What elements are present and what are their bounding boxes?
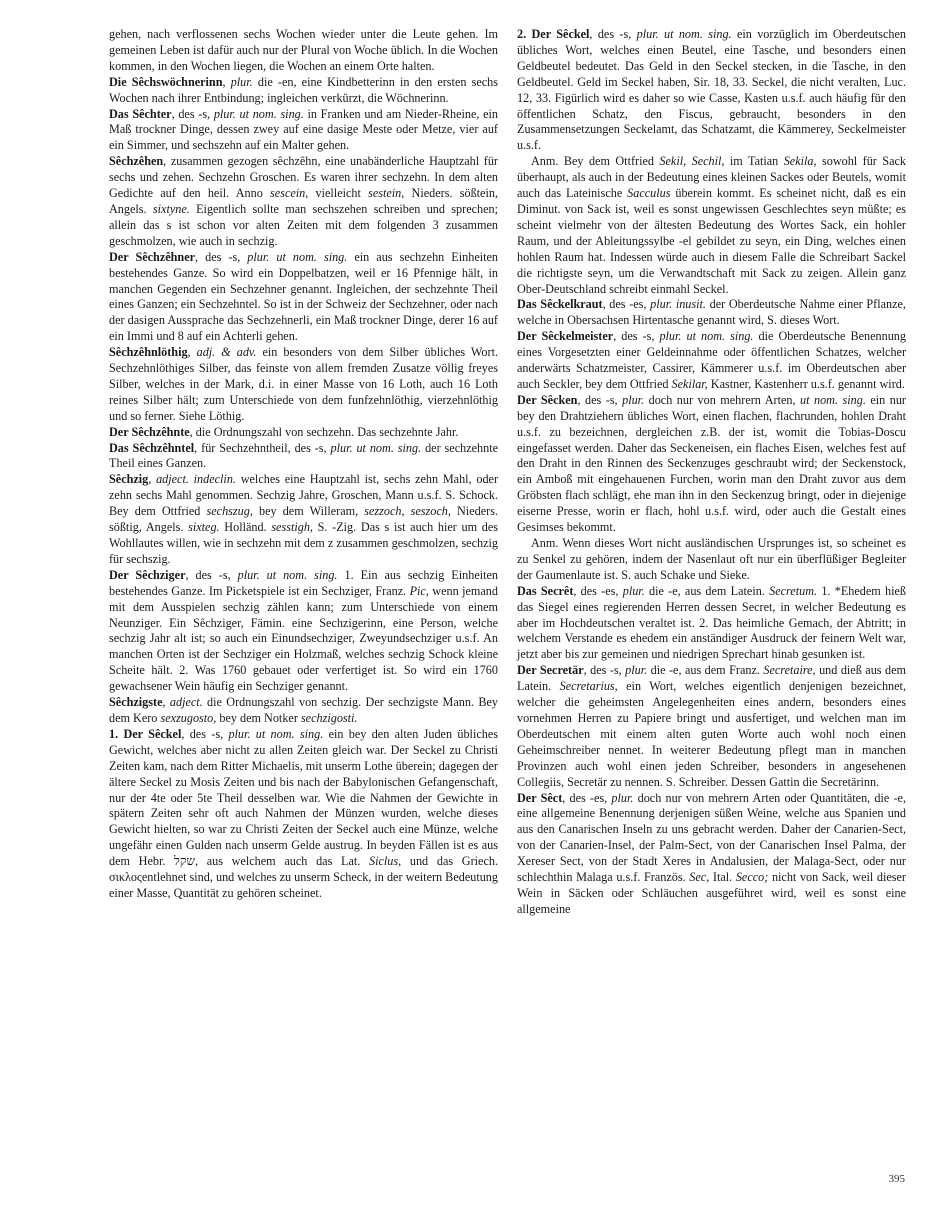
grammar-note: sechszug, — [206, 504, 253, 519]
entry-text: , des -s, — [185, 567, 238, 582]
entry-headword: Sêchzigste — [109, 695, 163, 710]
dictionary-entry — [109, 568, 498, 695]
grammar-note: plur. — [622, 583, 645, 598]
entry-headword: Der Sêchzêhnte — [109, 424, 190, 439]
entry-text: nicht von Sack, weil dieser Wein in Säcken oder Schläuchen ausgeführet wird, weil es sonst eine allgemeine — [517, 870, 906, 916]
entry-text: ein bey den alten Juden übliches Gewicht, welches aber nicht zu allen Zeiten gleich war. Der Seckel zu Christi Zeiten kam, nach dem Ritter Michaelis, mit unserm Lothe überein; dagegen der ältere Seckel zu Mosis Zeiten und bis nach der Babylonischen Gefangenschaft, nur der 4te oder 5te Theil desselben war. Wie die Nahmen der Gewichte in spätern Zeiten sehr oft auch Nahmen der Münzen wurden, welche dieses Gewicht hielten, so war zu Christi Zeiten der Seckel auch eine Münze, welche ungefähr einen Gulden nach unserm Gelde austrug. In beyden Fällen ist es aus dem Hebr. שקל, aus welchem auch das Lat. — [109, 726, 498, 869]
entry-text: doch nur von mehrern Arten, — [644, 392, 800, 407]
entry-text: Kastner, Kastenherr u.s.f. genannt wird. — [707, 376, 905, 391]
entry-text: ein Wort, welches eigentlich denjenigen bezeichnet, welcher die geheimsten Angelegenheiten eines andern, besonders eines vornehmen Herren zu Papiere bringt und ausfertiget, und welchen man im Oberdeutschen mit einem alten guten Worte auch wohl noch einen Geheimschreiber nennet. In weiterer Bedeutung pflegt man in manchen Provinzen auch wohl einen jeden Schreiber, besonders in angesehenen Collegiis, Secretär zu nennen. S. Schreiber. Dessen Gattin die Secretärinn. — [517, 679, 906, 789]
grammar-note: Secretaire, — [763, 663, 816, 678]
grammar-note: Secretum. — [769, 583, 818, 598]
dictionary-entry — [109, 154, 498, 249]
grammar-note: adject. indeclin. — [156, 472, 236, 487]
grammar-note: Sekila, — [783, 154, 817, 169]
entry-text: der Oberdeutsche Nahme einer Pflanze, welche in Obersachsen Hirtentasche genannt wird, S. dieses Wort. — [517, 297, 906, 328]
dictionary-entry — [109, 695, 498, 727]
entry-text: und das Griech. σικλοςentlehnet sind, und welches zu unserm Scheck, in der weitern Bedeutung einer Masse, Quantität zu gehören scheinet. — [109, 854, 498, 900]
entry-headword: Der Sêchzêhner — [109, 249, 196, 264]
entry-text: , des -s, — [589, 27, 637, 41]
entry-text: , des -s, — [583, 663, 626, 678]
entry-text: ein aus sechzehn Einheiten bestehendes Ganze. So wird ein Doppelbatzen, weil er 16 Pfennige hält, in manchen Gegenden ein Sechzehner genannt. Ingleichen, der sechzehnte Theil eines Ganzen; ein Sechzehntel. So ist in der Schweiz der Sechzehner, oder nach der dasigen Aussprache das Sechzehnerli, ein Maß trockner Dinge, derer 16 auf ein Immi und 8 auf ein Achterli gehen. — [109, 249, 499, 344]
entry-text: die -en, eine Kindbetterinn in den ersten sechs Wochen nach ihrer Entbindung; ingleichen verkürzt, die Wöchnerinn. — [109, 74, 498, 105]
grammar-note: plur. ut nom. sing. — [247, 249, 348, 264]
entry-text: S. -Zig. Das s ist auch hier um des Wohllautes willen, wie in sechzehn mit dem z zusammen geschmolzen, sechzig für sechszig. — [109, 520, 499, 566]
entry-text: im Tatian — [724, 154, 784, 169]
entry-text: Ital. — [709, 870, 736, 885]
grammar-note: Sekil, Sechil, — [659, 154, 725, 169]
entry-headword: 1. Der Sêckel — [109, 726, 182, 741]
entry-text: , des -es, — [602, 297, 651, 312]
entry-text: , — [162, 695, 170, 710]
grammar-note: Sacculus — [627, 186, 671, 201]
entry-text: die Ordnungszahl von sechzig. Der sechzigste Mann. Bey dem Kero — [109, 695, 498, 725]
grammar-note: sestein, — [368, 186, 405, 201]
entry-text: doch nur von mehrern Arten oder Quantitäten, die -e, eine allgemeine Benennung derjenigen süßen Weine, welche aus Spanien und aus den Canarischen Inseln zu uns gebracht werden. Daher der Canarien-Sect, von der Canarien-Insel, der Palm-Sect, von der Canarischen Insel Palma, der Xereser Sect, von der Stadt Xeres in Andalusien, der Malaga-Sect, oder nur schlechthin Malaga u.s.f. Französ. — [517, 790, 906, 885]
entry-headword: Das Sêchter — [109, 106, 172, 121]
entry-headword: Der Sêckelmeister — [517, 329, 614, 344]
entry-text: der sechzehnte Theil eines Ganzen. — [109, 440, 499, 471]
entry-text: , — [148, 472, 157, 487]
grammar-note: plur. — [622, 392, 645, 407]
right-column — [517, 27, 906, 918]
entry-text: welches eine Hauptzahl ist, sechs zehn Mahl, oder zehn sechs Mahl genommen. Sechzig Jahre, Groschen, Mann u.s.f. S. Schock. Bey dem Ottfried — [109, 472, 499, 519]
dictionary-entry — [109, 250, 498, 345]
dictionary-entry — [109, 441, 498, 473]
grammar-note: sesstigh, — [271, 520, 313, 535]
dictionary-entry — [109, 472, 498, 567]
grammar-note: plur. ut nom. sing. — [636, 27, 732, 41]
dictionary-entry — [109, 345, 498, 425]
grammar-note: sescein, — [270, 186, 309, 201]
entry-text: sowohl für Sack überhaupt, als auch in der Bedeutung eines kleinen Sackes oder Beutels, womit auch das Lateinische — [517, 154, 906, 201]
annotation-paragraph — [517, 154, 906, 297]
grammar-note: adj. & adv. — [196, 345, 257, 360]
dictionary-entry — [109, 727, 498, 902]
entry-headword: Der Secretär — [517, 663, 584, 678]
entry-text: , — [187, 345, 197, 360]
dictionary-entry — [109, 75, 498, 107]
grammar-note: plur. inusit. — [650, 297, 706, 312]
entry-text: Nieders. sößtein, Angels. — [109, 186, 498, 216]
grammar-note: sexzugosto, — [160, 710, 217, 725]
left-column — [109, 27, 498, 902]
entry-text: bey dem Notker — [216, 710, 301, 725]
annotation-paragraph — [517, 536, 906, 584]
entry-text: 1. *Ehedem hieß das Siegel eines regierenden Herren dessen Secret, in welcher Bedeutung es aber im Hochdeutschen veraltet ist. 2. Das heimliche Gemach, der Abtritt; in welchem Verstande es ehedem ein anständiger Ausdruck der feinern Welt war, jetzt aber bis zur gemeinen und niedrigen Sprechart hinab gesunken ist. — [517, 583, 906, 662]
grammar-note: sechzigosti. — [300, 710, 358, 725]
entry-text: , des -s, — [171, 106, 214, 121]
dictionary-entry — [517, 297, 906, 329]
entry-headword: Das Sêchzêhntel — [109, 440, 195, 455]
grammar-note: ut nom. sing. — [800, 392, 866, 407]
entry-text: gehen, nach verflossenen sechs Wochen wieder unter die Leute gehen. Im gemeinen Leben ist dafür auch nur der Plural von Woche üblich. In die Wochen kommen, in den Wochen liegen, die Wochen an einem Orte halten. — [109, 27, 498, 73]
entry-headword: Das Secrêt — [517, 583, 574, 598]
entry-text: Anm. Bey dem Ottfried — [531, 154, 660, 169]
entry-text: die -e, aus dem Latein. — [644, 583, 770, 598]
grammar-note: Sec, — [689, 870, 710, 885]
grammar-note: plur. — [230, 74, 253, 89]
grammar-note: plur. — [625, 663, 648, 678]
entry-text: , des -s, — [181, 726, 229, 741]
grammar-note: plur. ut nom. sing. — [237, 567, 338, 582]
entry-headword: Der Sêct — [517, 790, 563, 805]
entry-text: Nieders. sößtig, Angels. — [109, 504, 498, 535]
entry-text: die -e, aus dem Franz. — [647, 663, 764, 678]
grammar-note: sixteg. — [188, 520, 220, 535]
dictionary-entry — [109, 27, 498, 75]
entry-text: vielleicht — [308, 186, 369, 201]
entry-text: ein besonders von dem Silber übliches Wort. Sechzehnlöthiges Silber, das feinste von allem fremden Zusatze völlig freyes Silber, welches in der Mark, d.i. in einer Masse von 16 Loth, auch 16 Loth reines Silber hält; zum Unterschiede von dem funfzehnlöthig, vierzehnlöthig und so ferner. Siehe Löthig. — [109, 345, 499, 423]
entry-headword: Sêchzêhen — [109, 154, 164, 169]
entry-headword: Sêchzêhnlöthig — [109, 345, 188, 360]
entry-text: , die Ordnungszahl von sechzehn. Das sechzehnte Jahr. — [189, 424, 459, 439]
entry-text: wenn jemand mit dem Ausspielen sechzig zählen kann; zum Unterschiede von einem Neunziger. Ein Sêchziger, Fämin. eine Sechzigerinn, eine Person, welche sechzig Jahr alt ist; so auch ein Einundsechziger, Zweyundsechziger u.s.f. An manchen Orten ist der Sechziger ein Holzmaß, welches sechzig Schock kleine Scheite hält. 2. Was 1760 gebauet oder verfertiget ist. So wird ein 1760 gewachsener Wein häufig ein Sechziger genannt. — [109, 583, 498, 694]
grammar-note: Secco; — [735, 870, 769, 885]
dictionary-entry — [517, 393, 906, 536]
entry-text: überein kommt. Es scheinet nicht, daß es ein Diminut. von Sack ist, weil es sonst ungewissen Geschlechtes seyn müßte; es scheint vielmehr von der ältesten Bedeutung des Wortes Sack, ein hohler Raum, und der Ableitungssylbe -el gebildet zu seyn, ein Ding, welches einen hohlen Raum hat. Indessen würde auch in diesem Falle die Schreibart Sackel die richtigste seyn, um die Verwandtschaft mit Sack zu zeigen. Allein ganz Ober-Deutschland schreibt einmahl Seckel. — [517, 186, 906, 296]
grammar-note: plur. ut nom. sing. — [213, 106, 304, 121]
grammar-note: sezzoch, seszoch, — [364, 504, 451, 519]
dictionary-entry — [517, 791, 906, 918]
entry-text: und dieß aus dem Latein. — [517, 663, 906, 694]
entry-text: 1. Ein aus sechzig Einheiten bestehendes Ganze. Im Picketspiele ist ein Sechziger, Franz. — [109, 567, 499, 598]
entry-text: , des -es, — [573, 583, 623, 598]
grammar-note: plur. — [611, 790, 634, 805]
dictionary-entry — [517, 27, 906, 154]
page-number: 395 — [888, 1173, 905, 1185]
entry-headword: Der Sêcken — [517, 392, 578, 407]
entry-headword: Die Sêchswöchnerinn — [109, 74, 223, 89]
grammar-note: plur. ut nom. sing. — [659, 329, 754, 344]
entry-text: , des -s, — [577, 392, 623, 407]
grammar-note: Siclus, — [369, 854, 402, 869]
entry-headword: 2. Der Sêckel — [517, 27, 590, 41]
entry-text: , für Sechzehntheil, des -s, — [194, 440, 331, 455]
grammar-note: adject. — [169, 695, 203, 710]
grammar-note: Sekilar, — [671, 376, 708, 391]
dictionary-entry — [109, 425, 498, 441]
entry-text: Eigentlich sollte man sechszehen schreiben und sprechen; allein das s ist schon vor alten Zeiten mit dem folgenden 3 zusammen geschmolzen, wie auch in sechzig. — [109, 201, 499, 248]
entry-text: , des -s, — [613, 329, 660, 344]
entry-headword: Der Sêchziger — [109, 567, 186, 582]
grammar-note: Pic, — [409, 583, 429, 598]
entry-text: ein vorzüglich im Oberdeutschen übliches Wort, welches einen Beutel, eine Tasche, und besonders einen Geldbeutel bedeutet. Das Geld in den Seckel stecken, in die Tasche, in den Geldbeutel. Geld im Seckel haben, Sir. 18, 33. Seckel, die nicht veralten, Luc. 12, 33. Figürlich wird es daher so wie Casse, Kasten u.s.f. auch häufig für den öffentlichen Schatz, den Fiscus, gebraucht, besonders in den Zusammensetzungen Seckelamt, das Schatzamt, die Kämmerey, Seckelmeister u.s.f. — [517, 27, 906, 153]
entry-text: , des -es, — [562, 790, 612, 805]
dictionary-entry — [517, 584, 906, 664]
grammar-note: plur. ut nom. sing. — [330, 440, 422, 455]
entry-text: , zusammen gezogen sêchzêhn, eine unabänderliche Hauptzahl für sechs und zehen. Sechzehn Groschen. Es waren ihrer sechzehn. In dem alten Gedichte auf den heil. Anno — [109, 154, 498, 201]
grammar-note: sixtyne. — [152, 201, 190, 216]
entry-text: , des -s, — [195, 249, 248, 264]
entry-text: Anm. Wenn dieses Wort nicht ausländischen Ursprunges ist, so scheinet es zu Senkel zu gehören, indem der Nasenlaut oft nur ein überflüßiger Begleiter der Gaumenlaute ist. S. auch Schake und Sieke. — [517, 536, 906, 582]
entry-text: bey dem Willeram, — [252, 504, 365, 519]
entry-text: ein nur bey den Drahtziehern übliches Wort, einen flachen, flachrunden, hohlen Draht u.s.f. zu bezeichnen, dergleichen z.B. der ist, womit die Tobias-Doscu eingefasset werden. Daher das Seckeneisen, ein flaches Eisen, welches fest auf den Draht in den Rinnen des Seckenzuges geschraubt wird; der Seckenstock, ein Amboß mit eingehauenen Furchen, worin man den Draht zuvor aus dem Gröbsten flach schlägt, ehe man ihn in den Seckenzug bringt, oder in diejenige eiserne Presse, worin er flach, hohl u.s.f. wird, oder auch die Gestalt eines Gesimses bekommt. — [517, 392, 906, 535]
dictionary-entry — [517, 663, 906, 790]
entry-text: in Franken und am Nieder-Rheine, ein Maß trockner Dinge, dessen zwey auf eine dasige Meste oder Metze, vier auf ein Simmer, und sechszehn auf ein Malter gehen. — [109, 106, 498, 153]
entry-text: die Oberdeutsche Benennung eines Vorgesetzten einer Geldeinnahme oder öffentlichen Schatzes, welcher anderwärts Schatzmeister, Cassirer, Kämmerer u.s.f. im Oberdeutschen aber auch Seckler, bey dem Ottfried — [517, 329, 906, 391]
entry-headword: Sêchzig — [109, 472, 149, 487]
dictionary-entry — [517, 329, 906, 393]
grammar-note: plur. ut nom. sing. — [228, 726, 324, 741]
grammar-note: Secretarius, — [559, 679, 618, 694]
entry-text: Holländ. — [219, 520, 272, 535]
dictionary-entry — [109, 107, 498, 155]
entry-headword: Das Sêckelkraut — [517, 297, 603, 312]
entry-text: , — [222, 74, 231, 89]
